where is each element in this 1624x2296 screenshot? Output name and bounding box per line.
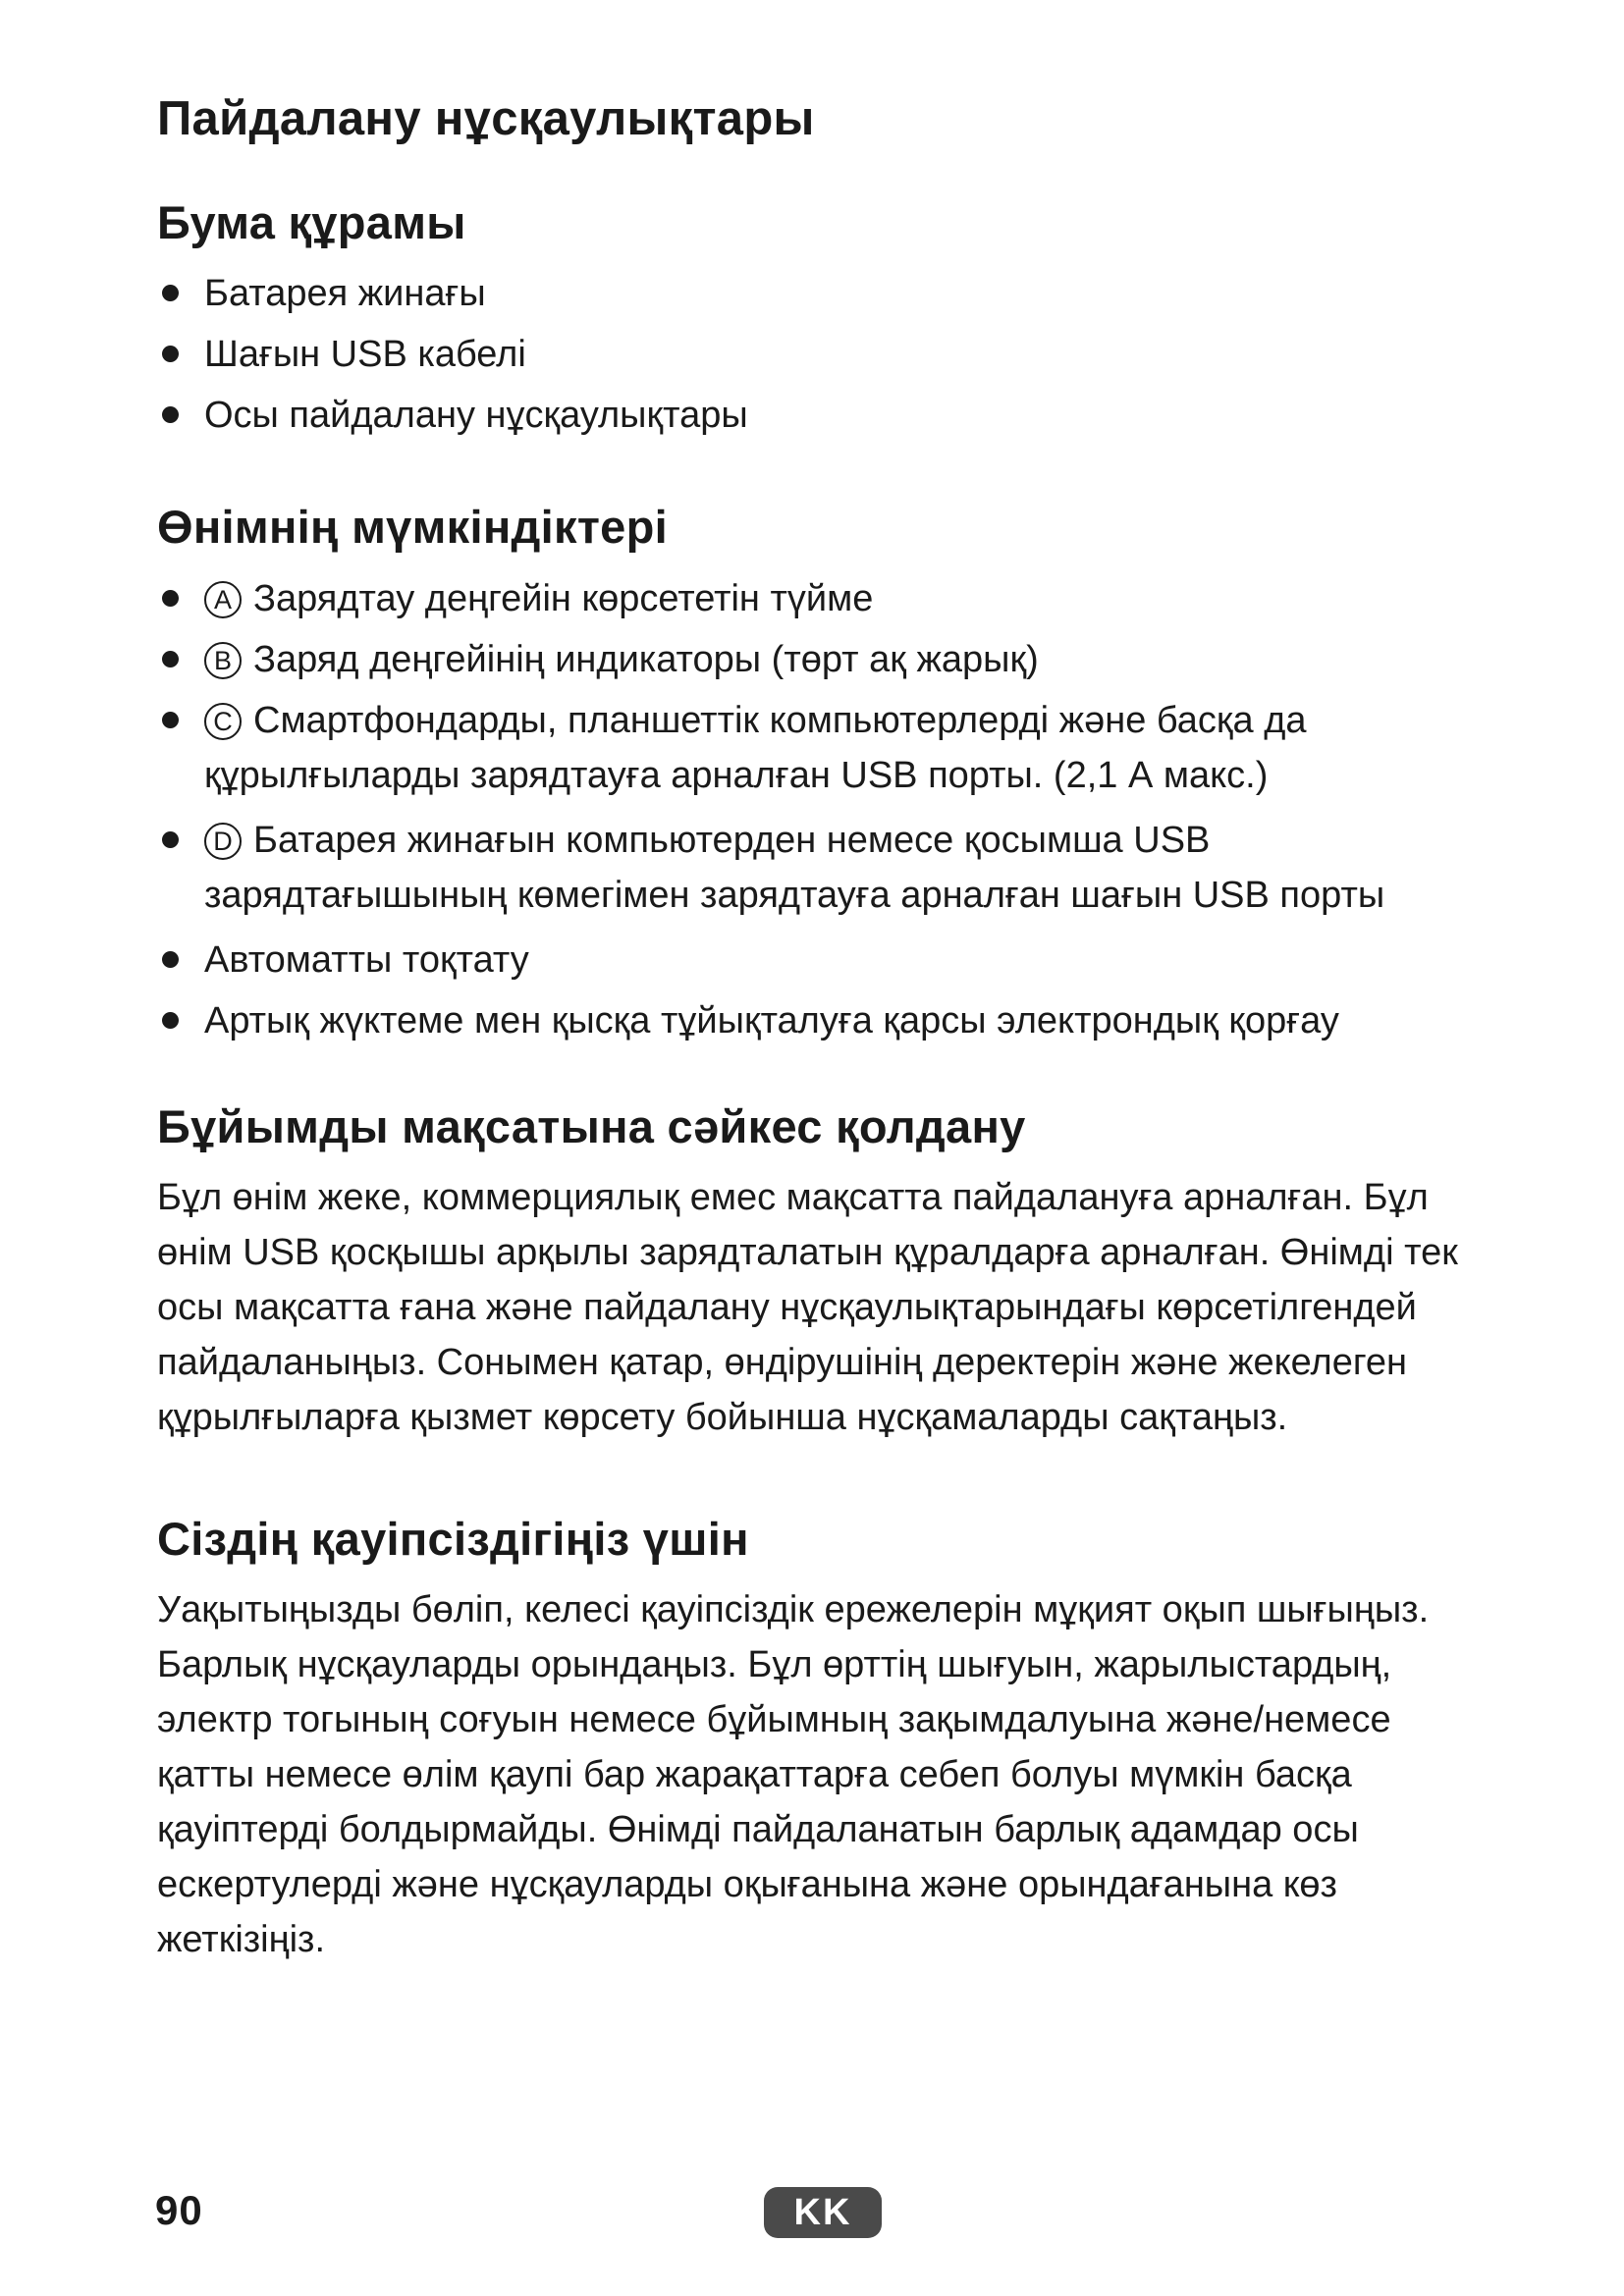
list-item-text: Автоматты тоқтату bbox=[204, 938, 529, 981]
features-section bbox=[157, 500, 1473, 1047]
list-item-text: Шағын USB кабелі bbox=[204, 334, 526, 376]
package-contents-heading: Бума құрамы bbox=[157, 195, 466, 248]
marker-c-icon: C bbox=[204, 703, 242, 740]
list-item bbox=[157, 693, 1473, 803]
marker-b-icon: B bbox=[204, 642, 242, 679]
list-item bbox=[157, 266, 1473, 321]
list-item-text: Осы пайдалану нұсқаулықтары bbox=[204, 395, 748, 437]
features-list bbox=[157, 571, 1473, 1048]
bullet-icon bbox=[162, 406, 179, 423]
list-item-text: Батарея жинағы bbox=[204, 273, 486, 315]
bullet-icon bbox=[162, 590, 179, 607]
bullet-icon bbox=[162, 831, 179, 848]
marker-d-icon: D bbox=[204, 823, 242, 860]
list-item-text: Артық жүктеме мен қысқа тұйықталуға қарсы электрондық қорғау bbox=[204, 999, 1339, 1041]
bullet-icon bbox=[162, 1012, 179, 1029]
intended-use-paragraph: Бұл өнім жеке, коммерциялық емес мақсатта пайдалануға арналған. Бұл өнім USB қосқышы арқылы зарядталатын құралдарға арналған. Өнімді тек осы мақсатта ғана және пайдалану нұсқаулықтарындағы көрсетілгендей пайдаланыңыз. Сонымен қатар, өндірушінің деректерін және жекелеген құрылғыларға қызмет көрсету бойынша нұсқамаларды сақтаңыз. bbox=[157, 1176, 1458, 1438]
bullet-icon bbox=[162, 285, 179, 301]
list-item bbox=[157, 632, 1473, 687]
page-number: 90 bbox=[155, 2187, 203, 2233]
bullet-icon bbox=[162, 651, 179, 667]
list-item bbox=[157, 388, 1473, 443]
intended-use-heading: Бұйымды мақсатына сәйкес қолдану bbox=[157, 1099, 1026, 1152]
safety-paragraph: Уақытыңызды бөліп, келесі қауіпсіздік ережелерін мұқият оқып шығыңыз. Барлық нұсқауларды орындаңыз. Бұл өрттің шығуын, жарылыстардың, электр тогының соғуын немесе бұйымның зақымдалуына және/немесе қатты немесе өлім қаупі бар жарақаттарға себеп болуы мүмкін басқа қауіптерді болдырмайды. Өнімді пайдаланатын барлық адамдар осы ескертулерді және нұсқауларды оқығанына және орындағанына көз жеткізіңіз. bbox=[157, 1589, 1430, 1961]
page-content bbox=[157, 90, 1473, 1967]
list-item bbox=[157, 933, 1473, 988]
language-badge: KK bbox=[764, 2187, 882, 2238]
list-item bbox=[157, 813, 1473, 923]
features-heading: Өнімнің мүмкіндіктері bbox=[157, 501, 668, 554]
package-contents-list bbox=[157, 266, 1473, 443]
safety-section bbox=[157, 1512, 1473, 1967]
list-item-text: Зарядтау деңгейін көрсететін түйме bbox=[253, 577, 874, 619]
list-item-text: Батарея жинағын компьютерден немесе қосымша USB зарядтағышының көмегімен зарядтауға арналған шағын USB порты bbox=[204, 819, 1385, 916]
list-item bbox=[157, 327, 1473, 382]
list-item-text: Заряд деңгейінің индикаторы (төрт ақ жарық) bbox=[253, 638, 1039, 680]
list-item-text: Смартфондарды, планшеттік компьютерлерді және басқа да құрылғыларды зарядтауға арналған USB порты. (2,1 А макс.) bbox=[204, 699, 1307, 796]
bullet-icon bbox=[162, 951, 179, 968]
package-contents-section bbox=[157, 195, 1473, 443]
bullet-icon bbox=[162, 346, 179, 362]
list-item bbox=[157, 571, 1473, 626]
bullet-icon bbox=[162, 712, 179, 728]
safety-heading: Сіздің қауіпсіздігіңіз үшін bbox=[157, 1512, 749, 1565]
list-item bbox=[157, 993, 1473, 1048]
marker-a-icon: A bbox=[204, 581, 242, 618]
page-title: Пайдалану нұсқаулықтары bbox=[157, 92, 815, 145]
intended-use-section bbox=[157, 1099, 1473, 1445]
